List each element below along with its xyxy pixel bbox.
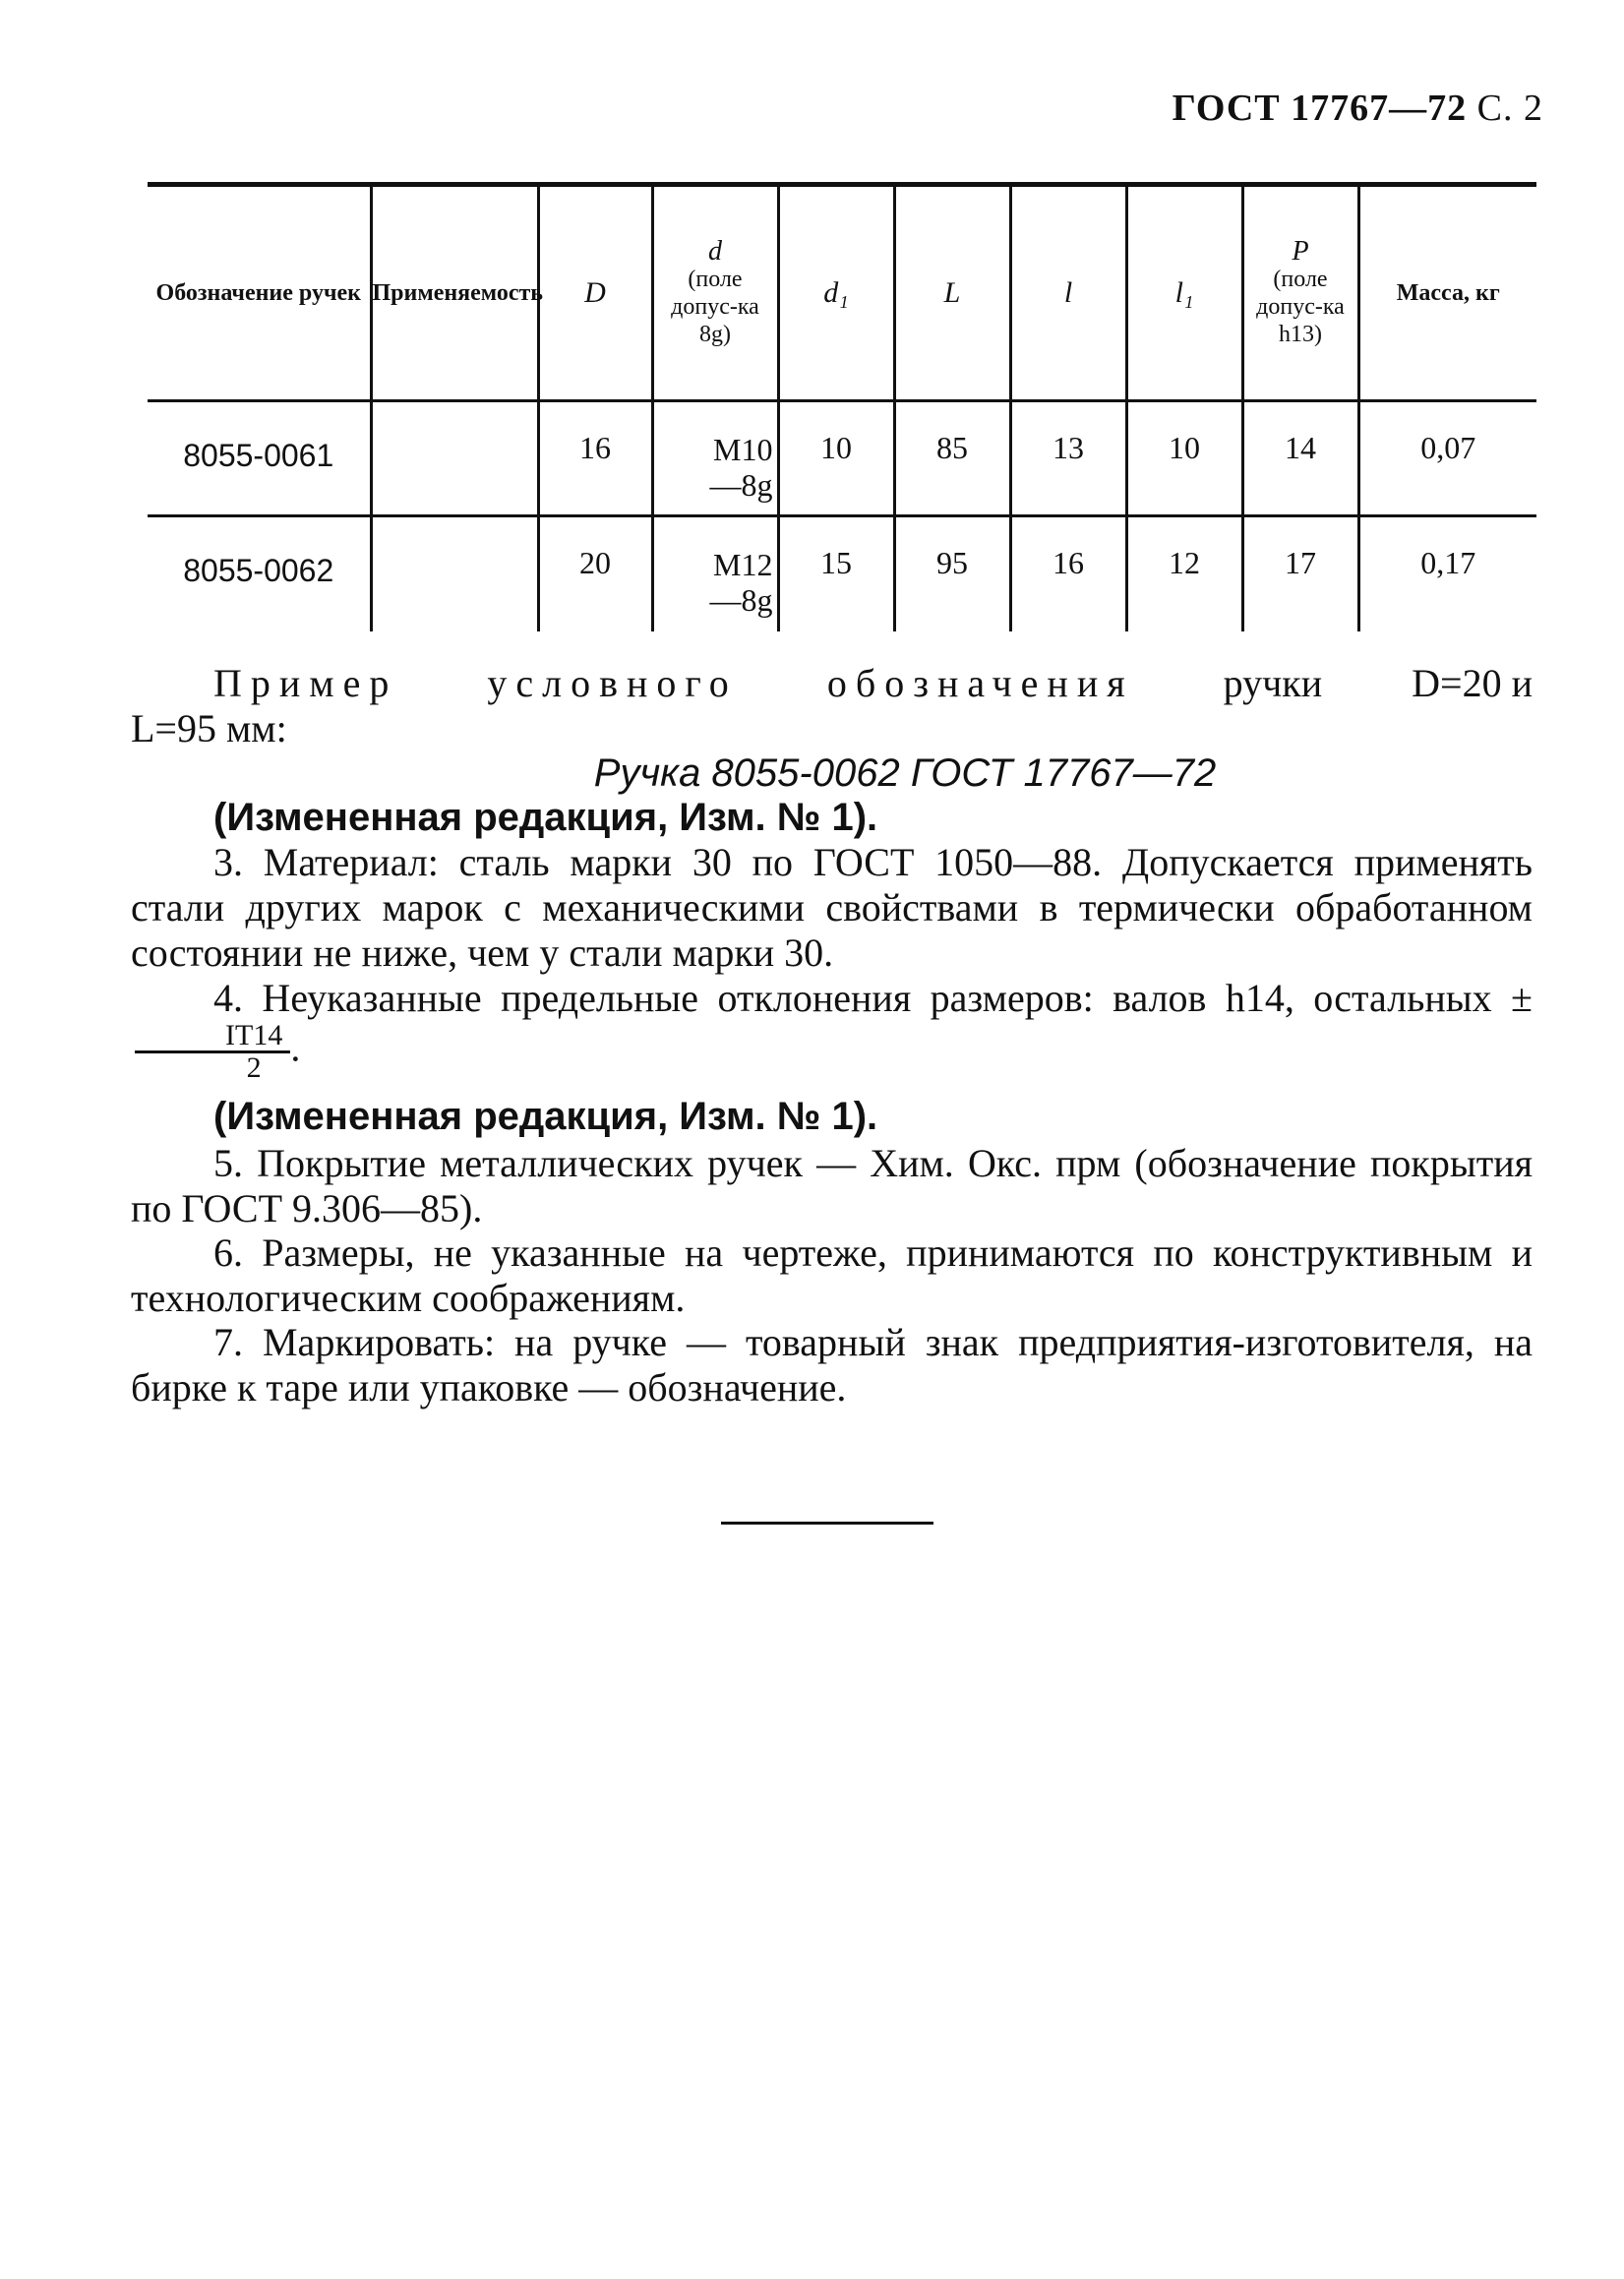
fraction-denominator: 2	[246, 1051, 262, 1084]
cell-l1: 12	[1126, 516, 1242, 631]
cell-usage	[371, 401, 538, 516]
cell-d-size: M10	[713, 432, 773, 467]
example-word-1: Пример	[213, 661, 398, 705]
cell-designation: 8055-0062	[148, 516, 371, 631]
cell-l: 13	[1010, 401, 1126, 516]
cell-d1: 10	[778, 401, 894, 516]
cell-D: 16	[538, 401, 652, 516]
amendment-note: (Измененная редакция, Изм. № 1).	[213, 796, 878, 839]
running-header	[1173, 87, 1543, 130]
col-header-designation: Обозначение ручек	[148, 185, 371, 401]
table-row	[148, 401, 1536, 516]
col-header-l1: l₁	[1126, 185, 1242, 401]
example-word-5: D=20 и	[1412, 661, 1533, 705]
cell-L: 95	[894, 516, 1010, 631]
example-designation: Ручка 8055-0062 ГОСТ 17767—72	[593, 751, 1217, 795]
paragraph-4-end: .	[290, 1025, 301, 1070]
col-header-d-note: (поле допус-ка 8g)	[671, 267, 759, 347]
cell-P: 17	[1242, 516, 1358, 631]
col-header-usage: Применяемость	[371, 185, 538, 401]
end-divider	[721, 1522, 933, 1525]
cell-d1: 15	[778, 516, 894, 631]
cell-d	[652, 401, 778, 516]
cell-mass: 0,07	[1358, 401, 1536, 516]
standard-code: ГОСТ 17767—72	[1172, 88, 1468, 129]
cell-D: 20	[538, 516, 652, 631]
paragraph-7: 7. Маркировать: на ручке — товарный знак предприятия-изготовителя, на бирке к таре или упаковке — обозначение.	[131, 1320, 1533, 1409]
cell-designation: 8055-0061	[148, 401, 371, 516]
col-header-P-symbol: P	[1292, 236, 1309, 267]
cell-d-tolerance: —8g	[709, 582, 773, 618]
example-word-2: условного	[487, 661, 738, 705]
cell-d-tolerance: —8g	[709, 467, 773, 503]
cell-usage	[371, 516, 538, 631]
table-header-row	[148, 185, 1536, 401]
paragraph-3: 3. Материал: сталь марки 30 по ГОСТ 1050—88. Допускается применять стали других марок с механическими свойствами в термически обработанном состоянии не ниже, чем у стали марки 30.	[131, 840, 1533, 975]
paragraph-5: 5. Покрытие металлических ручек — Хим. Окс. прм (обозначение покрытия по ГОСТ 9.306—85).	[131, 1141, 1533, 1230]
amendment-note: (Измененная редакция, Изм. № 1).	[213, 1095, 878, 1138]
example-intro-line	[131, 661, 1533, 706]
example-word-3: обозначения	[826, 661, 1134, 705]
col-header-D: D	[538, 185, 652, 401]
fraction-it14-over-2	[135, 1021, 290, 1083]
col-header-d	[652, 185, 778, 401]
example-dimension-line: L=95 мм:	[131, 706, 287, 750]
col-header-l: l	[1010, 185, 1126, 401]
cell-l: 16	[1010, 516, 1126, 631]
col-header-P	[1242, 185, 1358, 401]
cell-L: 85	[894, 401, 1010, 516]
cell-d-size: M12	[713, 547, 773, 582]
paragraph-6: 6. Размеры, не указанные на чертеже, принимаются по конструктивным и технологическим соображениям.	[131, 1230, 1533, 1320]
paragraph-4	[131, 976, 1533, 1083]
col-header-L: L	[894, 185, 1010, 401]
cell-d	[652, 516, 778, 631]
col-header-P-note: (поле допус-ка h13)	[1256, 267, 1345, 347]
paragraph-4-text: 4. Неуказанные предельные отклонения размеров: валов h14, остальных ±	[213, 976, 1533, 1020]
col-header-d-symbol: d	[708, 236, 722, 267]
cell-mass: 0,17	[1358, 516, 1536, 631]
fraction-numerator: IT14	[135, 1021, 290, 1053]
cell-P: 14	[1242, 401, 1358, 516]
table-row	[148, 516, 1536, 631]
page-number: С. 2	[1476, 88, 1543, 129]
cell-l1: 10	[1126, 401, 1242, 516]
dimensions-table	[148, 182, 1536, 631]
col-header-mass: Масса, кг	[1358, 185, 1536, 401]
example-word-4: ручки	[1223, 661, 1323, 705]
col-header-d1: d₁	[778, 185, 894, 401]
